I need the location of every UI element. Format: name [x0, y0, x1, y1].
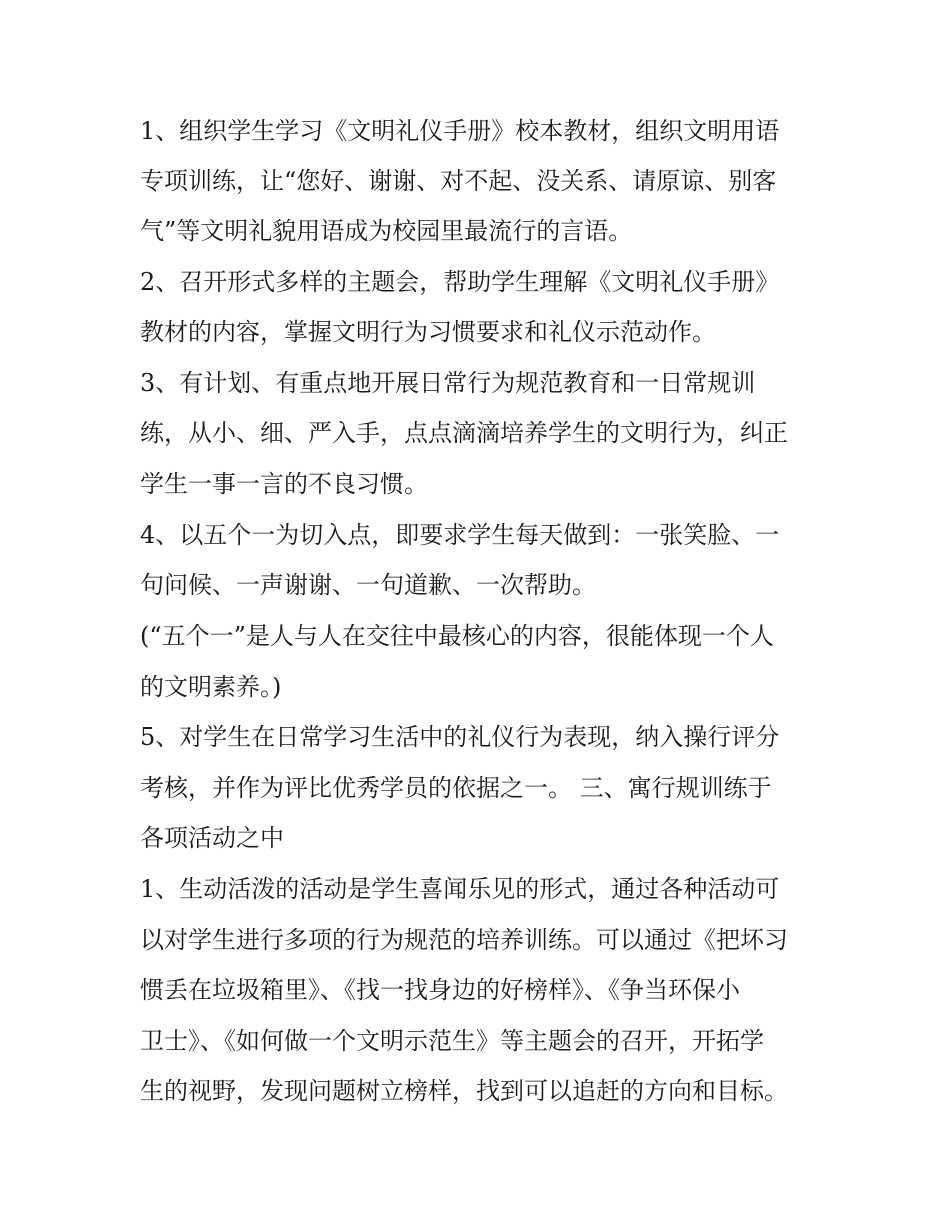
- text-line: 卫士》、《如何做一个文明示范生》等主题会的召开，开拓学: [140, 1027, 764, 1055]
- text-line: 各项活动之中: [140, 824, 284, 852]
- text-line: 1、生动活泼的活动是学生喜闻乐见的形式，通过各种活动可: [140, 875, 780, 903]
- text-line: 4、以五个一为切入点，即要求学生每天做到：一张笑脸、一: [140, 521, 780, 549]
- text-line: 惯丢在垃圾箱里》、《找一找身边的好榜样》、《争当环保小: [140, 976, 740, 1004]
- text-line: 练，从小、细、严入手，点点滴滴培养学生的文明行为，纠正: [140, 419, 788, 447]
- text-line: 以对学生进行多项的行为规范的培养训练。可以通过《把坏习: [140, 926, 788, 954]
- text-line: 3、有计划、有重点地开展日常行为规范教育和一日常规训: [140, 369, 756, 397]
- text-line: 2、召开形式多样的主题会，帮助学生理解《文明礼仪手册》: [140, 268, 780, 296]
- text-line: 教材的内容，掌握文明行为习惯要求和礼仪示范动作。: [140, 318, 716, 346]
- text-line: 的文明素养。): [140, 673, 282, 701]
- text-line: 5、对学生在日常学习生活中的礼仪行为表现，纳入操行评分: [140, 723, 780, 751]
- text-line: 学生一事一言的不良习惯。: [140, 470, 428, 498]
- text-line: (“五个一”是人与人在交往中最核心的内容，很能体现一个人: [140, 622, 774, 650]
- text-line: 1、组织学生学习《文明礼仪手册》校本教材，组织文明用语: [140, 117, 780, 145]
- text-line: 气”等文明礼貌用语成为校园里最流行的言语。: [140, 217, 633, 245]
- text-line: 生的视野，发现问题树立榜样，找到可以追赶的方向和目标。: [140, 1077, 788, 1105]
- text-line: 考核，并作为评比优秀学员的依据之一。 三、寓行规训练于: [140, 774, 772, 802]
- text-line: 专项训练，让“您好、谢谢、对不起、没关系、请原谅、别客: [140, 167, 777, 195]
- text-line: 句问候、一声谢谢、一句道歉、一次帮助。: [140, 571, 596, 599]
